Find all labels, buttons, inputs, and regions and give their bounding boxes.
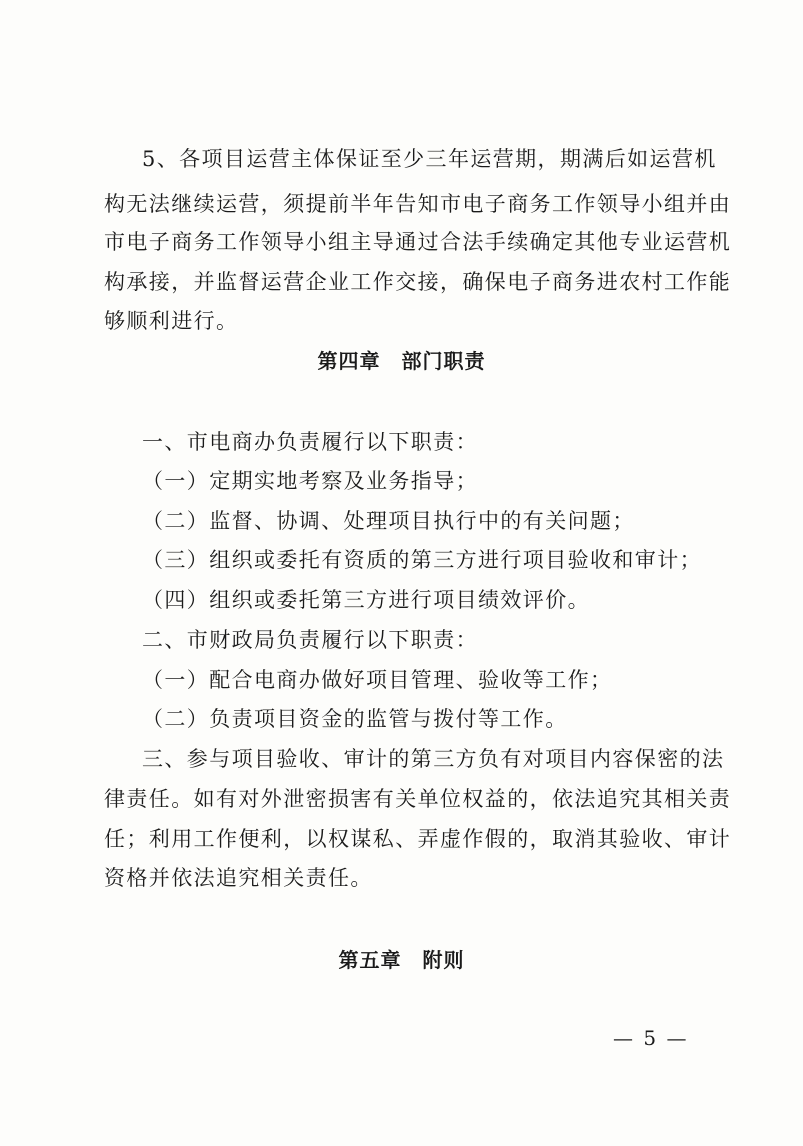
chapter-4-title: 第四章 部门职责 <box>317 349 486 373</box>
chapter-4-item-6: 二、市财政局负责履行以下职责： <box>142 628 478 652</box>
chapter-4-item-1: 一、市电商办负责履行以下职责： <box>142 430 478 454</box>
chapter-5-title: 第五章 附则 <box>338 948 465 972</box>
chapter-4-item-4: （三）组织或委托有资质的第三方进行项目验收和审计； <box>142 548 702 572</box>
page-number: — 5 — <box>613 1026 689 1050</box>
paragraph-3-line-2: 律责任。如有对外泄密损害有关单位权益的，依法追究其相关责 <box>104 787 732 811</box>
paragraph-5-line-1: 5、各项目运营主体保证至少三年运营期，期满后如运营机 <box>142 147 717 171</box>
chapter-4-item-5: （四）组织或委托第三方进行项目绩效评价。 <box>142 588 590 612</box>
chapter-4-item-3: （二）监督、协调、处理项目执行中的有关问题； <box>142 509 635 533</box>
chapter-4-item-2: （一）定期实地考察及业务指导； <box>142 469 478 493</box>
paragraph-5-line-5: 够顺利进行。 <box>104 309 239 333</box>
paragraph-5-line-4: 构承接，并监督运营企业工作交接，确保电子商务进农村工作能 <box>104 270 732 294</box>
paragraph-3-line-3: 任；利用工作便利，以权谋私、弄虚作假的，取消其验收、审计 <box>104 827 732 851</box>
paragraph-5-line-2: 构无法继续运营，须提前半年告知市电子商务工作领导小组并由 <box>104 192 732 216</box>
paragraph-3-line-4: 资格并依法追究相关责任。 <box>104 866 373 890</box>
chapter-4-item-8: （二）负责项目资金的监管与拨付等工作。 <box>142 707 568 731</box>
chapter-4-item-7: （一）配合电商办做好项目管理、验收等工作； <box>142 668 613 692</box>
paragraph-3-line-1: 三、参与项目验收、审计的第三方负有对项目内容保密的法 <box>142 747 725 771</box>
paragraph-5-line-3: 市电子商务工作领导小组主导通过合法手续确定其他专业运营机 <box>104 230 732 254</box>
